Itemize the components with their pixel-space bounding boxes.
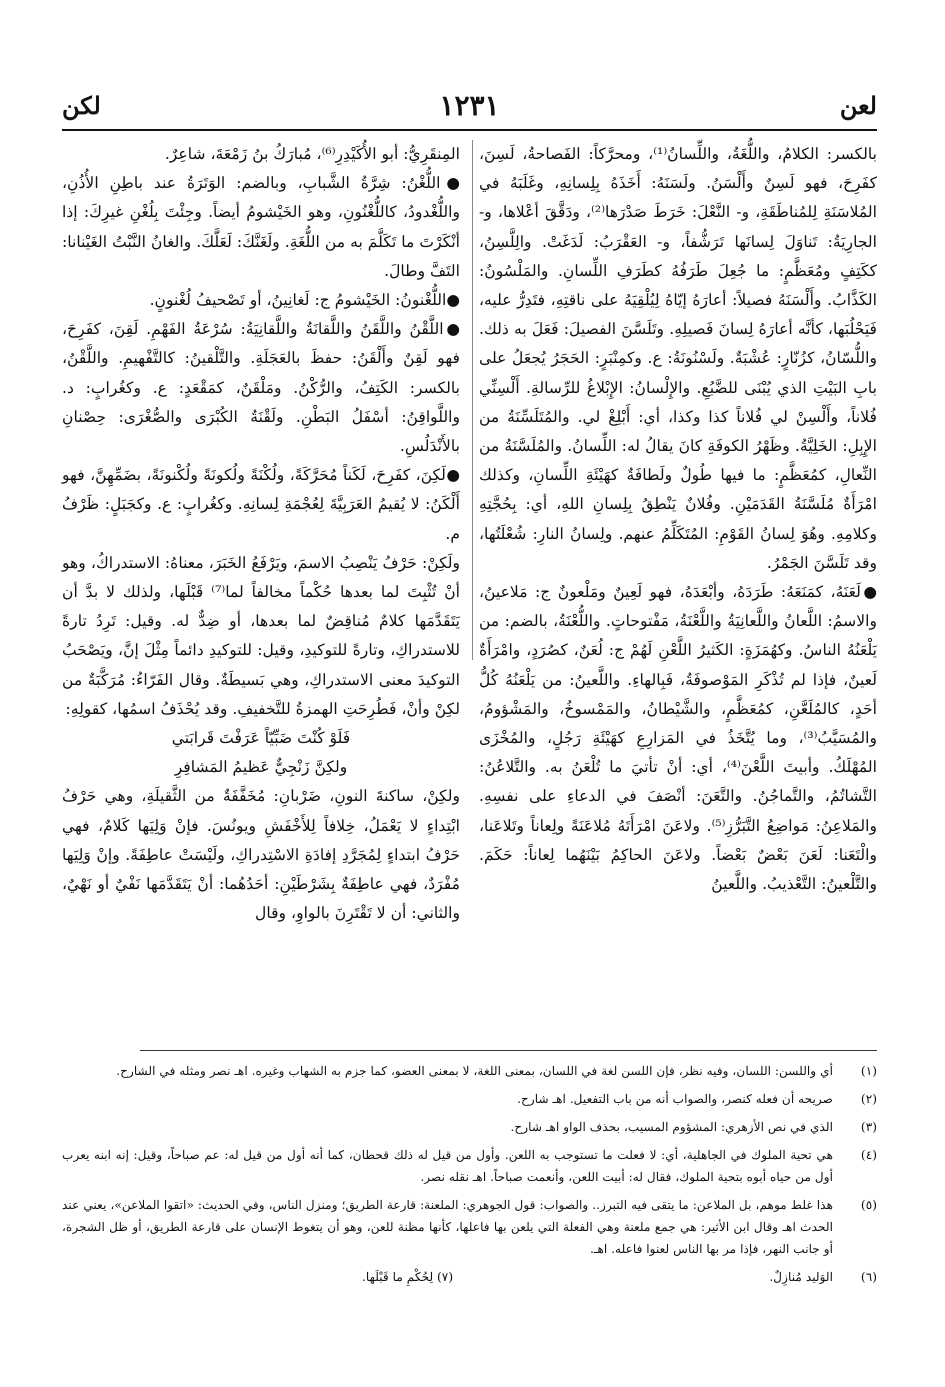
page-header xyxy=(62,88,877,124)
footnote-number: (١) xyxy=(860,1064,877,1078)
footnote-number: (٧) xyxy=(437,1270,454,1284)
footnote-number: (٤) xyxy=(860,1148,877,1162)
left-paragraph: ولكِنْ، ساكنةَ النونِ، ضَرْبانِ: مُخَفَّفَةٌ من الثَّقيلَةِ، وهي حَرْفُ ابْتِداءٍ لا يَعْمَلُ، خِلافاً لِلأَخْفَشِ ويونُسَ. فإنْ وَلِيَها كَلامٌ، فهي حَرْفُ ابتداءٍ لِمُجَرَّدِ إفادَةِ الاسْتِدراكِ، ولَيْسَتْ عاطِفَةً. وإنْ وَلِيَها مُفْرَدٌ، فهي عاطِفَةٌ بِشَرْطَيْنِ: أحَدُهُما: أنْ يَتَقَدَّمَها نَفْيٌ أو نَهْيٌ، والثاني: أن لا تَقْتَرِنَ بالواوِ، وقال xyxy=(62,787,460,923)
footnote-text: أي واللسن: اللسان، وفيه نظر، فإن اللسن لغة في اللسان، بمعنى اللغة، لا بمعنى العضو، كما جزم به الشهاب وغيره. اهـ نصر ومثله في الشارح. xyxy=(116,1064,833,1078)
left-paragraph: ●اللُّغْنونُ: الخَيْشومُ ج: لَغانِينُ، أو تَصْحيفُ لُغْنونٍ. xyxy=(149,291,460,310)
footnote-number: (٥) xyxy=(860,1198,877,1212)
verse-line: ولكِنَّ زَنْجِيٌّ عَظيمُ المَشافِرِ xyxy=(174,758,348,777)
footnote-row xyxy=(62,1266,877,1288)
footnote xyxy=(362,1266,453,1288)
footnote xyxy=(62,1194,877,1260)
page-number: ١٢٣١ xyxy=(439,89,500,122)
column-separator xyxy=(472,140,473,660)
left-paragraph: المِنقَرِيُّ: أبو الأُكَيْدِرِ⁽⁶⁾، مُبارَكُ بنُ زَمْعَةَ، شاعِرٌ. xyxy=(164,145,460,163)
footnote-number: (٢) xyxy=(860,1092,877,1106)
left-column xyxy=(62,140,460,923)
footnote xyxy=(62,1060,877,1082)
footnote-text: الوَليد مُنازِلٌ. xyxy=(769,1270,833,1284)
footnote xyxy=(62,1088,877,1110)
footnote-rule xyxy=(140,1050,877,1051)
left-paragraph: ●اللَّقْنُ واللَّقَنُ واللَّقانَةُ واللَّقانِيَةُ: سُرْعَةُ الفَهْمِ. لَقِنَ، كفَرِحَ، فهو لَقِنٌ وأَلْقَنُ: حفظَ بالعَجَلَةِ. والتَّلْقينُ: كالتَّفْهيمِ. واللَّقْنُ، بالكسر: الكَتِفُ، والرُّكْنُ. ومَلْقَنٌ، كمَقْعَدٍ: ع. وكغُرابٍ: د. واللَّواقِنُ: أسْفَلُ البَطْنِ. ولَقْنَةُ الكُبْرَى والصُّغْرَى: حِصْنانِ بالأَنْدَلُسِ. xyxy=(62,320,460,456)
footnote xyxy=(62,1116,877,1138)
header-rule xyxy=(62,129,877,131)
footnotes xyxy=(62,1060,877,1288)
left-paragraph: ●اللُّغْنُ: شِرَّةُ الشَّبابِ، وبالضم: الوَتَرَةُ عند باطِنِ الأُذُنِ، واللُّغْدودُ، كاللُّغْنُونِ، وهو الخَيْشومُ أيضاً. وجِئْتَ بِلُغْنِ غيرِكَ: إذا أنْكَرْتَ ما تَكَلَّمَ به من اللُّغَةِ. ولَغَنَّكَ: لَعَلَّكَ. والغانُ النَّبْتُ الغَيْنانا: التَفَّ وطالَ. xyxy=(62,174,460,280)
footnote xyxy=(437,1266,877,1288)
right-headword: لعن xyxy=(839,91,877,120)
footnote-number: (٦) xyxy=(860,1270,877,1284)
right-paragraph: بالكسر: الكلامُ، واللُّغَةُ، واللِّسانُ⁽¹⁾، ومحرَّكاً: الفَصاحةُ، لَسِنَ، كفَرِحَ، فهو لَسِنٌ وأَلْسَنُ. ولَسَنَهُ: أَخَذَهُ بِلِسانِهِ، وغَلَبَهُ في المُلاسَنَةِ لِلمُناطَقَةِ، و- النَّعْلَ: خَرَطَ صَدْرَها⁽²⁾، ودَقَّقَ أعْلاها، و- الجارِيَةُ: تَناوَلَ لِسانَها تَرَشُّفاً، و- العَقْرَبُ: لَدَغَتْ. والِلَّسِنُ، ككَتِفٍ ومُعَظَّمٍ: ما جُعِلَ طَرَفُهُ كطَرَفِ اللِّسانِ. والمَلْسُونُ: الكَذَّابُ. وأَلْسَنَهُ فصيلاً: أعارَهُ إيّاهُ لِيُلْقِيَهُ على ناقتِهِ، فتَدِرُّ عليه، فَيَحْلُبَها، كأنَّه أعارَهُ لِسانَ فَصيلِهِ. وتَلَسَّنَ الفصيلَ: فَعَلَ به ذلك. واللُّسّانُ، كزُنّارٍ: عُشْبَةٌ. ولَسْنُونَةُ: ع. وكمِنْبَرٍ: الحَجَرُ يُجعَلُ على بابِ البَيْتِ الذي يُبْنَى للضَّبُعِ. والإِلْسانُ: الإِبْلاغُ للرِّسالةِ. أَلْسِنِّي فُلاناً، وأَلْسِنْ لي فُلاناً كذا وكذا، أي: أَبْلِغْ لي. والمُتَلَسِّنَةُ من الإِبِلِ: الخَلِيَّةُ. وظَهْرُ الكوفَةِ كانَ يقالُ له: اللِّسانُ. والمُلَسَّنَةُ من النِّعالِ، كمُعَظَّمٍ: ما فيها طُولٌ ولَطافَةٌ كهَيْئَةِ اللِّسانِ، وكذلك امْرَأَةٌ مُلَسَّنَةُ القَدَمَيْنِ. وفُلانٌ يَنْطِقُ بِلِسانِ اللهِ، أي: بِحُجَّتِهِ وكلامِهِ. وهُوَ لِسانُ القَوْمِ: المُتَكَلِّمُ عنهم. ولِسانُ النارِ: شُعْلَتُها، وقد تَلَسَّنَ الجَمْرُ. xyxy=(479,145,878,572)
footnote-text: الذي في نص الأزهري: المشؤوم المسيب، بحذف الواو اهـ شارح. xyxy=(510,1120,833,1134)
verse-line: فَلَوْ كُنْتَ ضَبِّيّاً عَرَفْتَ قَرابَتي xyxy=(171,729,351,748)
footnote-text: هذا غلط موهم، بل الملاعن: ما يتقى فيه التبرز.. والصواب: قول الجوهري: الملعنة: قارعة الطريق؛ ومنزل الناس، وفي الحديث: «اتقوا الملاعن»، يعني عند الحدث اهـ وقال ابن الأثير: هي جمع ملعنة وهي الفعلة التي يلعن بها فاعلها، كأنها مظنة للعن، وهو أن يتغوط الإنسان على قارعة الطريق، أو ظل الشجرة، أو جانب النهر، فإذا مر بها الناس لعنوا فاعله. اهـ. xyxy=(62,1198,833,1256)
footnote-text: لِحُكْمِ ما قَبْلَها. xyxy=(362,1270,434,1284)
footnote-text: صريحه أن فعله كنصر، والصواب أنه من باب التفعيل. اهـ شارح. xyxy=(517,1092,833,1106)
footnote xyxy=(62,1144,877,1188)
right-column xyxy=(479,140,878,894)
footnote-number: (٣) xyxy=(860,1120,877,1134)
left-paragraph: ●لَكِنَ، كفَرِحَ، لَكَناً مُحَرَّكَةً، ولُكْنَةً ولُكونَةً ولُكْنونَةً، بضَمِّهِنَّ، فهو أَلْكَنُ: لا يُقيمُ العَرَبِيَّةَ لِعُجْمَةِ لِسانِهِ. وكغُرابٍ: ع. وكجَبَلٍ: ظَرْفُ م. xyxy=(62,466,460,543)
left-headword: لكن xyxy=(62,91,101,120)
right-paragraph: ●لَعَنَهُ، كمَنَعَهُ: طَرَدَهُ، وأبْعَدَهُ، فهو لَعِينٌ ومَلْعونٌ ج: مَلاعينُ، والاسمُ: اللَّعانُ واللَّعانِيَةُ واللَّعْنَةُ، مَفْتوحاتٍ. واللُّعْنَةُ، بالضم: من يَلْعَنُهُ الناسُ. وكهُمَزَةٍ: الكَثيرُ اللَّعْنِ لَهُمْ ج: لُعَنٌ، كصُرَدٍ، وامْرَأَةٌ لَعينٌ، فإذا لم تُذْكَرِ المَوْصوفَةُ، فَبِالهاءِ. واللَّعينُ: من يَلْعَنُهُ كُلُّ أحَدٍ، كالمُلَعَّنِ، كمُعَظَّمٍ، والشَّيْطانُ، والمَمْسوخُ، والمَشْؤومُ، والمُسَيَّبُ⁽³⁾، وما يُتَّخَذُ في المَزارِعِ كهَيْئَةِ رَجُلٍ، والمُخْزَى المُهْلَكُ. وأبيتَ اللَّعْنَ⁽⁴⁾، أي: أنْ تأتيَ ما تُلْعَنُ به. والتَّلاعُنُ: التَّشاتُمُ، والتَّماجُنُ. والتَّعَنَ: أنْصَفَ في الدعاءِ على نفسِهِ. والمَلاعِنُ: مَواضِعُ التَّبَرُّزِ⁽⁵⁾. ولاعَنَ امْرَأَتَهُ مُلاعَنَةً ولِعاناً وتَلاعَنا، والْتَعَنا: لَعَنَ بَعْضٌ بَعْضاً. ولاعَنَ الحاكِمُ بَيْنَهُما لِعاناً: حَكَمَ. والتَّلْعينُ: التَّعْذيبُ. واللَّعينُ xyxy=(479,583,877,894)
footnote-text: هي تحية الملوك في الجاهلية، أي: لا فعلت ما تستوجب به اللعن. وأول من قيل له ذلك قحطان، كما أنه أول من قيل له: عم صباحاً، وقيل: إنه ابنه يعرب أول من حياه أبوه بتحية الملوك، فقال له: أبيت اللعن، وأنعمت صباحاً. اهـ نقله نصر. xyxy=(62,1148,833,1184)
left-paragraph: ولَكِنْ: حَرْفُ يَنْصِبُ الاسمَ، ويَرْفَعُ الخَبَرَ، معناهُ: الاستدراكُ، وهو أنْ تُثْبِتَ لما بعدها حُكْماً مخالفاً لما⁽⁷⁾ قَبْلَها، ولذلك لا بدَّ أن يَتَقَدَّمَها كلامٌ مُناقِضٌ لما بعدها، أو ضِدٌّ له. وقيل: تَرِدُ تارةً للاستدراكِ، وتارةً للتوكيدِ، وقيل: للتوكيدِ دائماً مِثْلَ إنَّ، ويَصْحَبُ التوكيدَ معنى الاستدراكِ، وهي بَسيطَةٌ. وقال الفَرّاءُ: مُرَكَّبَةٌ من لكِنْ وأنْ، فَطُرِحَتِ الهمزةُ للتَّخفيفِ. وقد يُحْذَفُ اسمُها، كقولِهِ: xyxy=(62,553,460,718)
